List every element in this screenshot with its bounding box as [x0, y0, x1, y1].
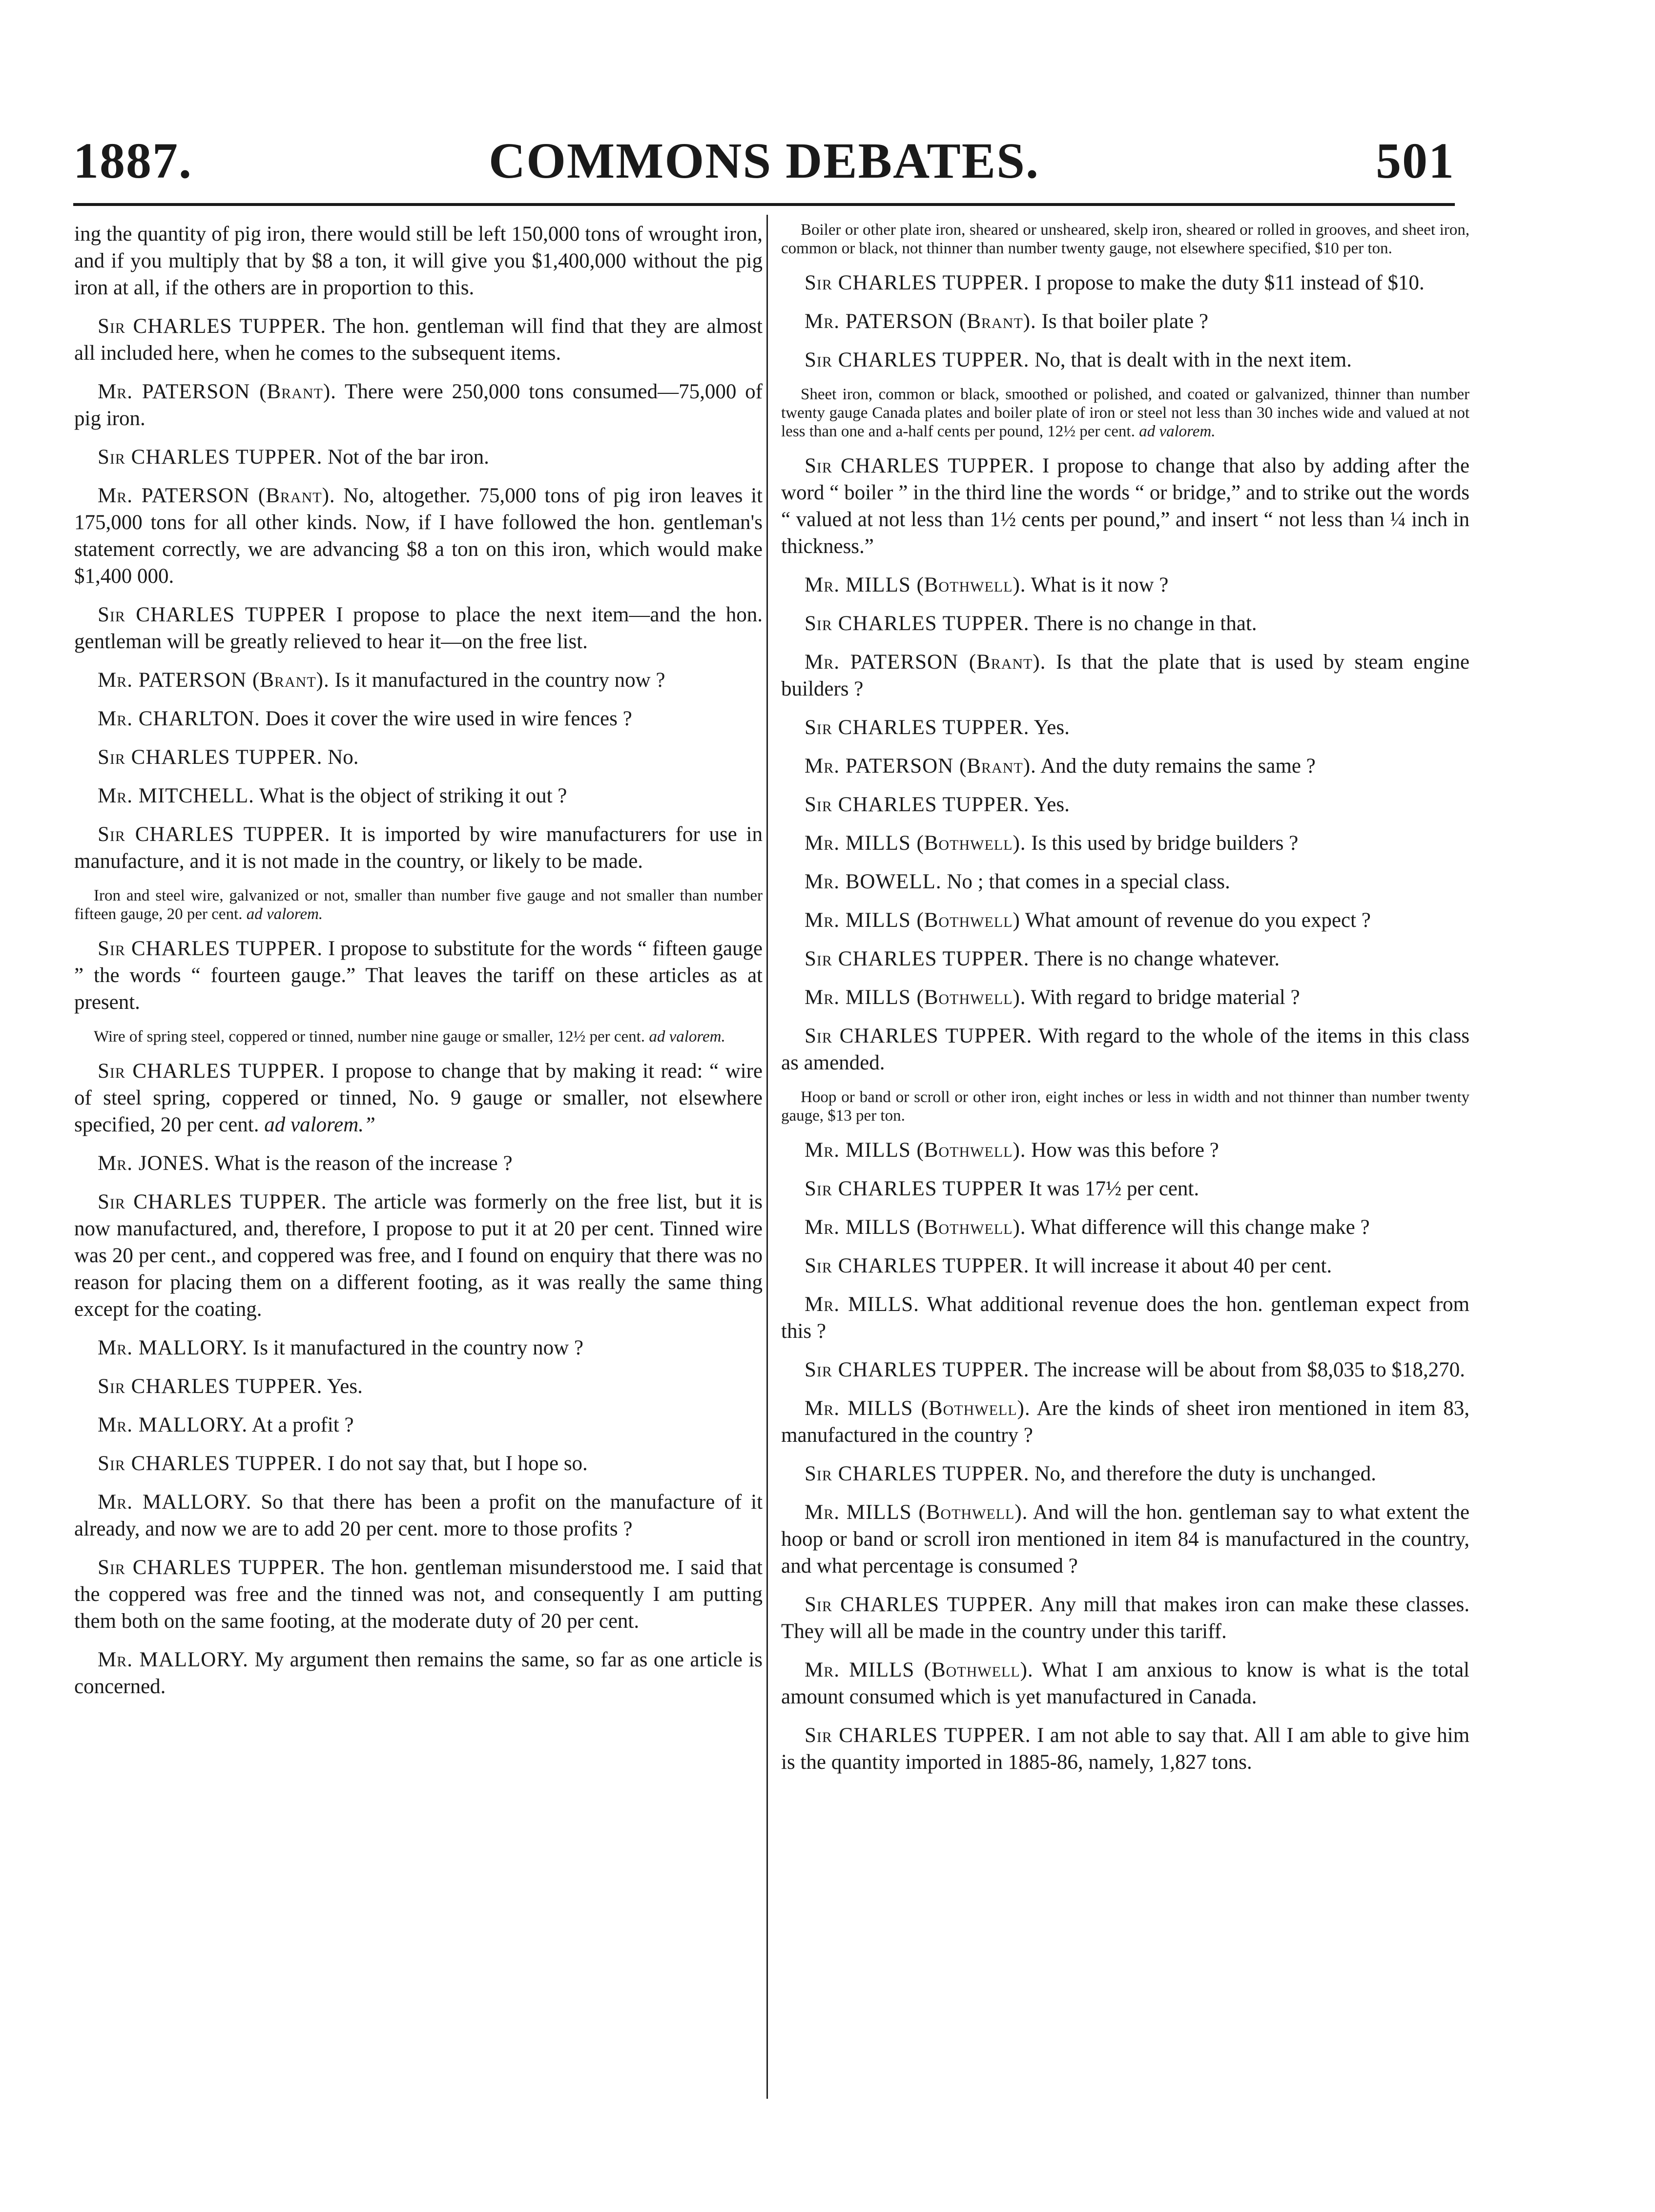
tariff-item [781, 1088, 1469, 1125]
paragraph-text: Is this used by bridge builders ? [1031, 832, 1299, 855]
speaker-name: Sir CHARLES TUPPER. [805, 271, 1030, 294]
paragraph-text: I do not say that, but I hope so. [328, 1452, 588, 1475]
speaker-name: Sir CHARLES TUPPER. [805, 793, 1030, 816]
speaker-name: Mr. MILLS (Bothwell). [805, 832, 1026, 855]
speaker-name: Sir CHARLES TUPPER. [98, 1060, 325, 1083]
speaker-name: Mr. PATERSON (Brant). [805, 310, 1036, 333]
paragraph-text: I propose to change that by making it read: “ wire of steel spring, coppered or tinned, No. 9 gauge or smaller, not elsewhere specified, 20 per cent. [74, 1060, 763, 1136]
paragraph-text: Is it manufactured in the country now ? [334, 669, 665, 692]
speaker-name: Mr. MILLS (Bothwell). [805, 1216, 1026, 1239]
paragraph-text: No. [328, 746, 359, 769]
speaker-name: Sir CHARLES TUPPER. [805, 348, 1030, 371]
paragraph-text: What difference will this change make ? [1031, 1216, 1370, 1239]
speaker-name: Sir CHARLES TUPPER. [98, 1375, 323, 1398]
speech-paragraph [781, 1023, 1469, 1076]
italic-text: ad valorem. [246, 905, 323, 923]
speaker-name: Sir CHARLES TUPPER. [805, 947, 1030, 970]
speech-paragraph [74, 313, 763, 367]
speaker-name: Sir CHARLES TUPPER. [805, 1724, 1031, 1747]
tariff-item [74, 1027, 763, 1046]
speech-paragraph [74, 935, 763, 1016]
paragraph-text: And will the hon. gentleman say to what extent the hoop or band or scroll iron mentioned in item 84 is manufactured in the country, and what percentage is consumed ? [781, 1501, 1469, 1577]
paragraph-text: Yes. [327, 1375, 363, 1398]
speech-paragraph [781, 791, 1469, 818]
paragraph-text: What additional revenue does the hon. gentleman expect from this ? [781, 1293, 1470, 1343]
paragraph-text: It will increase it about 40 per cent. [1034, 1254, 1332, 1277]
speech-paragraph [74, 821, 763, 875]
speaker-name: Sir CHARLES TUPPER. [805, 1254, 1030, 1277]
speaker-name: Mr. PATERSON (Brant). [805, 651, 1046, 674]
paragraph-text: Any mill that makes iron can make these classes. They will all be made in the country under this tariff. [781, 1593, 1470, 1643]
speech-paragraph [74, 1412, 763, 1438]
speech-paragraph [74, 378, 763, 432]
speaker-name: Mr. PATERSON (Brant). [98, 380, 336, 403]
speech-paragraph [781, 572, 1469, 598]
paragraph-text: What is it now ? [1031, 573, 1169, 596]
paragraph-text: Is that boiler plate ? [1041, 310, 1208, 333]
paragraph-text: No, and therefore the duty is unchanged. [1034, 1462, 1376, 1485]
speech-paragraph [781, 452, 1469, 560]
speaker-name: Mr. MALLORY. [98, 1648, 248, 1671]
paragraph-text: I propose to make the duty $11 instead of $10. [1034, 271, 1425, 294]
speech-paragraph [781, 1291, 1469, 1345]
speech-paragraph [74, 1554, 763, 1635]
page-header [73, 132, 1455, 195]
speaker-name: Sir CHARLES TUPPER. [805, 454, 1034, 477]
left-column [74, 221, 763, 1712]
italic-text: ad valorem.” [264, 1113, 375, 1136]
speaker-name: Sir CHARLES TUPPER. [98, 1190, 327, 1213]
paragraph-text: Iron and steel wire, galvanized or not, smaller than number five gauge and not smaller than number fifteen gauge, 20 per cent. [74, 887, 763, 923]
paragraph-text: No, that is dealt with in the next item. [1034, 348, 1352, 371]
speech-paragraph [781, 1591, 1469, 1645]
speech-paragraph [74, 1373, 763, 1400]
paragraph-text: My argument then remains the same, so far as one article is concerned. [74, 1648, 763, 1698]
speech-paragraph [74, 1646, 763, 1700]
speaker-name: Sir CHARLES TUPPER [98, 603, 326, 626]
speech-paragraph [74, 1058, 763, 1138]
paragraph-text: And the duty remains the same ? [1040, 755, 1316, 778]
paragraph-text: Wire of spring steel, coppered or tinned, number nine gauge or smaller, 12½ per cent. [94, 1028, 645, 1045]
paragraph-text: What is the object of striking it out ? [259, 784, 567, 807]
paragraph-text: What is the reason of the increase ? [214, 1152, 513, 1175]
speech-paragraph [74, 782, 763, 809]
paragraph-text: Not of the bar iron. [328, 446, 489, 469]
speech-paragraph [781, 753, 1469, 779]
paragraph-text: Is it manufactured in the country now ? [252, 1336, 583, 1359]
paragraph-text: Hoop or band or scroll or other iron, eight inches or less in width and not thinner than number twenty gauge, $13 per ton. [781, 1088, 1469, 1125]
paragraph-text: With regard to bridge material ? [1031, 986, 1300, 1009]
speaker-name: Mr. MILLS. [805, 1293, 919, 1316]
speech-paragraph [781, 347, 1469, 373]
speech-paragraph [781, 907, 1469, 934]
paragraph-text: The increase will be about from $8,035 to $18,270. [1034, 1358, 1465, 1381]
tariff-item [781, 221, 1469, 258]
speech-paragraph [74, 1150, 763, 1177]
speech-paragraph [781, 830, 1469, 857]
header-title: COMMONS DEBATES. [489, 133, 1039, 189]
speech-paragraph [74, 1188, 763, 1323]
speaker-name: Sir CHARLES TUPPER. [98, 937, 323, 960]
paragraph-text: What I am anxious to know is what is the total amount consumed which is yet manufactured in Canada. [781, 1659, 1470, 1708]
speech-paragraph [781, 1252, 1469, 1279]
speech-paragraph [781, 1395, 1469, 1449]
speaker-name: Sir CHARLES TUPPER [805, 1177, 1024, 1200]
speaker-name: Sir CHARLES TUPPER. [805, 1462, 1030, 1485]
speech-paragraph [74, 1489, 763, 1542]
speech-paragraph [74, 1450, 763, 1477]
speech-paragraph [781, 1356, 1469, 1383]
speech-paragraph [781, 984, 1469, 1011]
paragraph-text: Yes. [1034, 793, 1070, 816]
speech-paragraph [781, 649, 1469, 702]
paragraph-text: What amount of revenue do you expect ? [1025, 909, 1371, 932]
speech-paragraph [781, 945, 1469, 972]
speech-paragraph [781, 1499, 1469, 1579]
speaker-name: Mr. PATERSON (Brant). [98, 484, 335, 507]
paragraph-text: Does it cover the wire used in wire fences ? [265, 707, 632, 730]
paragraph-text: I propose to substitute for the words “ fifteen gauge ” the words “ fourteen gauge.” That leaves the tariff on these articles as at present. [74, 937, 763, 1014]
header-page-number: 501 [1376, 133, 1455, 189]
speaker-name: Mr. MILLS (Bothwell). [805, 986, 1026, 1009]
right-column [781, 221, 1469, 1787]
paragraph-text: There were 250,000 tons consumed—75,000 of pig iron. [74, 380, 763, 430]
paragraph-text: No ; that comes in a special class. [947, 870, 1230, 893]
speaker-name: Mr. MILLS (Bothwell) [805, 909, 1020, 932]
paragraph-text: I propose to place the next item—and the hon. gentleman will be greatly relieved to hear it—on the free list. [74, 603, 763, 653]
paragraph-text: Is that the plate that is used by steam engine builders ? [781, 651, 1470, 700]
speaker-name: Sir CHARLES TUPPER. [805, 1593, 1034, 1616]
header-year: 1887. [73, 133, 192, 189]
italic-text: ad valorem. [649, 1028, 725, 1045]
speaker-name: Sir CHARLES TUPPER. [805, 1358, 1030, 1381]
paragraph-text: The article was formerly on the free list, but it is now manufactured, and, therefore, I propose to put it at 20 per cent. Tinned wire was 20 per cent., and coppered was free, and I found on enquiry that there was no reason for placing them on a different footing, as it was really the same thing except for the coating. [74, 1190, 763, 1321]
speaker-name: Mr. CHARLTON. [98, 707, 260, 730]
speaker-name: Mr. JONES. [98, 1152, 210, 1175]
speaker-name: Mr. MILLS (Bothwell). [805, 1139, 1026, 1162]
speaker-name: Sir CHARLES TUPPER. [805, 612, 1030, 635]
speech-paragraph [781, 868, 1469, 895]
speaker-name: Sir CHARLES TUPPER. [98, 1556, 326, 1579]
speaker-name: Sir CHARLES TUPPER. [805, 1024, 1033, 1047]
paragraph-text: No, altogether. 75,000 tons of pig iron leaves it 175,000 tons for all other kinds. Now, if I have followed the hon. gentleman's statement correctly, we are advancing $8 a ton on this iron, which would make $1,400 000. [74, 484, 763, 588]
speech-paragraph [781, 610, 1469, 637]
speaker-name: Mr. PATERSON (Brant). [805, 755, 1036, 778]
speech-paragraph [74, 1334, 763, 1361]
header-rule [73, 203, 1455, 206]
speaker-name: Mr. MILLS (Bothwell). [805, 573, 1026, 596]
speech-paragraph [781, 1657, 1469, 1710]
speaker-name: Mr. PATERSON (Brant). [98, 669, 330, 692]
paragraph-text: At a profit ? [251, 1413, 354, 1436]
speaker-name: Mr. MITCHELL. [98, 784, 254, 807]
speech-paragraph [74, 705, 763, 732]
paragraph-text: How was this before ? [1031, 1139, 1219, 1162]
paragraph-text: Sheet iron, common or black, smoothed or polished, and coated or galvanized, thinner than number twenty gauge Canada plates and boiler plate of iron or steel not less than 30 inches wide and valued at not less than one and a-half cents per pound, 12½ per cent. [781, 386, 1469, 440]
speech-paragraph [781, 308, 1469, 335]
speech-paragraph [781, 1137, 1469, 1164]
paragraph-text: It was 17½ per cent. [1029, 1177, 1200, 1200]
speaker-name: Mr. MALLORY. [98, 1413, 248, 1436]
paragraph-text: The hon. gentleman misunderstood me. I said that the coppered was free and the tinned was not, and consequently I am putting them both on the same footing, at the moderate duty of 20 per cent. [74, 1556, 763, 1633]
speaker-name: Mr. MILLS (Bothwell). [805, 1397, 1031, 1420]
speech-paragraph [781, 1460, 1469, 1487]
speaker-name: Sir CHARLES TUPPER. [98, 446, 323, 469]
speech-paragraph [781, 1722, 1469, 1776]
paragraph-text: Boiler or other plate iron, sheared or unsheared, skelp iron, sheared or rolled in grooves, and sheet iron, common or black, not thinner than number twenty gauge, not elsewhere specified, $10 per ton. [781, 221, 1469, 257]
speech-paragraph [781, 269, 1469, 296]
speech-paragraph [781, 1214, 1469, 1241]
paragraph-text: ing the quantity of pig iron, there would still be left 150,000 tons of wrought iron, and if you multiply that by $8 a ton, it will give you $1,400,000 without the pig iron at all, if the others are in proportion to this. [74, 223, 763, 299]
paragraph-text: There is no change in that. [1034, 612, 1257, 635]
tariff-item [74, 886, 763, 923]
paragraph-text: There is no change whatever. [1034, 947, 1280, 970]
speech-paragraph [781, 1175, 1469, 1202]
speech-paragraph [781, 714, 1469, 741]
paragraph-text: I propose to change that also by adding after the word “ boiler ” in the third line the words “ or bridge,” and to strike out the words “ valued at not less than 1½ cents per pound,” and insert “ not less than ¼ inch in thickness.” [781, 454, 1469, 558]
italic-text: ad valorem. [1139, 423, 1216, 440]
speaker-name: Sir CHARLES TUPPER. [98, 823, 331, 846]
column-divider [766, 215, 768, 2099]
speech-paragraph [74, 482, 763, 590]
speaker-name: Mr. MALLORY. [98, 1336, 248, 1359]
paragraph-text: So that there has been a profit on the manufacture of it already, and now we are to add 20 per cent. more to those profits ? [74, 1491, 763, 1540]
paragraph-text: It is imported by wire manufacturers for use in manufacture, and it is not made in the country, or likely to be made. [74, 823, 763, 873]
speaker-name: Mr. BOWELL. [805, 870, 942, 893]
tariff-item [781, 385, 1469, 441]
speaker-name: Mr. MALLORY. [98, 1491, 252, 1514]
speech-paragraph [74, 744, 763, 771]
speaker-name: Mr. MILLS (Bothwell). [805, 1501, 1028, 1524]
speech-paragraph [74, 601, 763, 655]
paragraph-text: Yes. [1034, 716, 1070, 739]
speech-paragraph [74, 444, 763, 471]
speaker-name: Mr. MILLS (Bothwell). [805, 1659, 1034, 1681]
speaker-name: Sir CHARLES TUPPER. [98, 1452, 323, 1475]
continued-paragraph [74, 221, 763, 301]
paragraph-text: The hon. gentleman will find that they are almost all included here, when he comes to the subsequent items. [74, 315, 763, 365]
speech-paragraph [74, 667, 763, 694]
paragraph-text: Are the kinds of sheet iron mentioned in item 83, manufactured in the country ? [781, 1397, 1469, 1447]
paragraph-text: With regard to the whole of the items in this class as amended. [781, 1024, 1469, 1074]
speaker-name: Sir CHARLES TUPPER. [805, 716, 1030, 739]
speaker-name: Sir CHARLES TUPPER. [98, 746, 323, 769]
speaker-name: Sir CHARLES TUPPER. [98, 315, 327, 338]
paragraph-text: I am not able to say that. All I am able to give him is the quantity imported in 1885-86, namely, 1,827 tons. [781, 1724, 1470, 1774]
